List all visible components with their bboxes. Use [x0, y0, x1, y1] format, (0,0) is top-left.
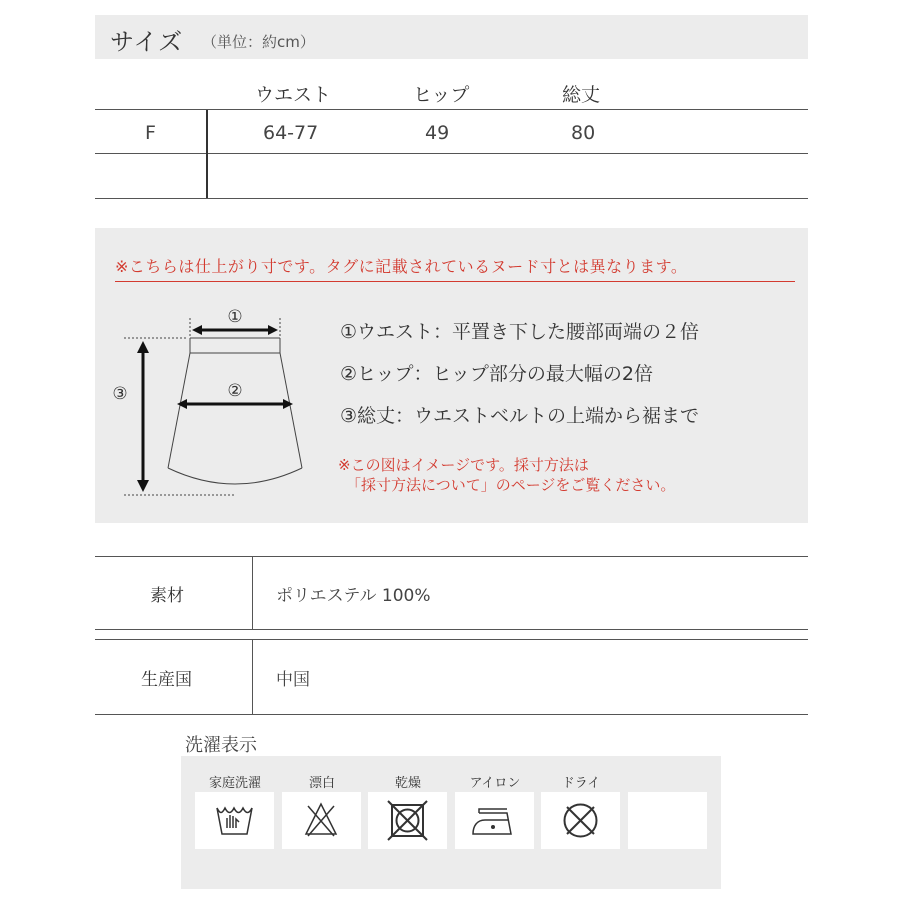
origin-value: 中国	[276, 670, 310, 690]
col-header-hip: ヒップ	[413, 84, 470, 106]
diagram-note-line-2: 「採寸方法について」のページをご覧ください。	[346, 476, 676, 494]
laundry-box	[195, 792, 274, 849]
cell-length: 80	[571, 122, 596, 144]
size-title: サイズ	[110, 28, 184, 56]
origin-label: 生産国	[141, 670, 192, 690]
laundry-label-dry: 乾燥	[394, 776, 421, 791]
divider	[95, 639, 808, 640]
laundry-label-iron: アイロン	[469, 776, 521, 791]
divider	[206, 110, 208, 198]
iron-low-icon	[455, 792, 534, 849]
laundry-label-dry-clean: ドライ	[561, 776, 601, 791]
divider	[95, 629, 808, 630]
row-label: F	[145, 122, 156, 144]
divider	[95, 714, 808, 715]
diagram-note-line-1: ※この図はイメージです。採寸方法は	[338, 456, 589, 474]
material-value: ポリエステル 100%	[276, 586, 431, 606]
legend-length: ③総丈：ウエストベルトの上端から裾まで	[340, 405, 700, 427]
laundry-label-bleach: 漂白	[308, 776, 335, 791]
no-dry-clean-icon	[541, 792, 620, 849]
mark-1: ①	[227, 307, 243, 327]
divider	[95, 556, 808, 557]
laundry-box	[368, 792, 447, 849]
laundry-box	[541, 792, 620, 849]
laundry-box	[282, 792, 361, 849]
divider	[252, 640, 253, 714]
divider	[115, 281, 795, 282]
cell-hip: 49	[425, 122, 450, 144]
divider	[95, 198, 808, 199]
legend-hip: ②ヒップ：ヒップ部分の最大幅の2倍	[340, 363, 653, 385]
laundry-title: 洗濯表示	[185, 735, 257, 756]
divider	[95, 109, 808, 110]
laundry-box	[455, 792, 534, 849]
skirt-diagram	[110, 300, 320, 505]
size-unit: （単位：約cm）	[202, 33, 315, 51]
mark-3: ③	[112, 384, 128, 404]
divider	[95, 153, 808, 154]
hand-wash-icon	[195, 792, 274, 849]
laundry-label-home-wash: 家庭洗濯	[208, 776, 261, 791]
no-tumble-dry-icon	[368, 792, 447, 849]
col-header-waist: ウエスト	[255, 84, 332, 106]
material-label: 素材	[150, 586, 184, 606]
laundry-box	[628, 792, 707, 849]
no-bleach-icon	[282, 792, 361, 849]
col-header-length: 総丈	[562, 84, 601, 106]
divider	[252, 557, 253, 629]
legend-waist: ①ウエスト：平置き下した腰部両端の２倍	[340, 321, 700, 343]
cell-waist: 64-77	[263, 122, 319, 144]
mark-2: ②	[227, 381, 243, 401]
finished-size-warning: ※こちらは仕上がり寸です。タグに記載されているヌード寸とは異なります。	[115, 257, 688, 276]
